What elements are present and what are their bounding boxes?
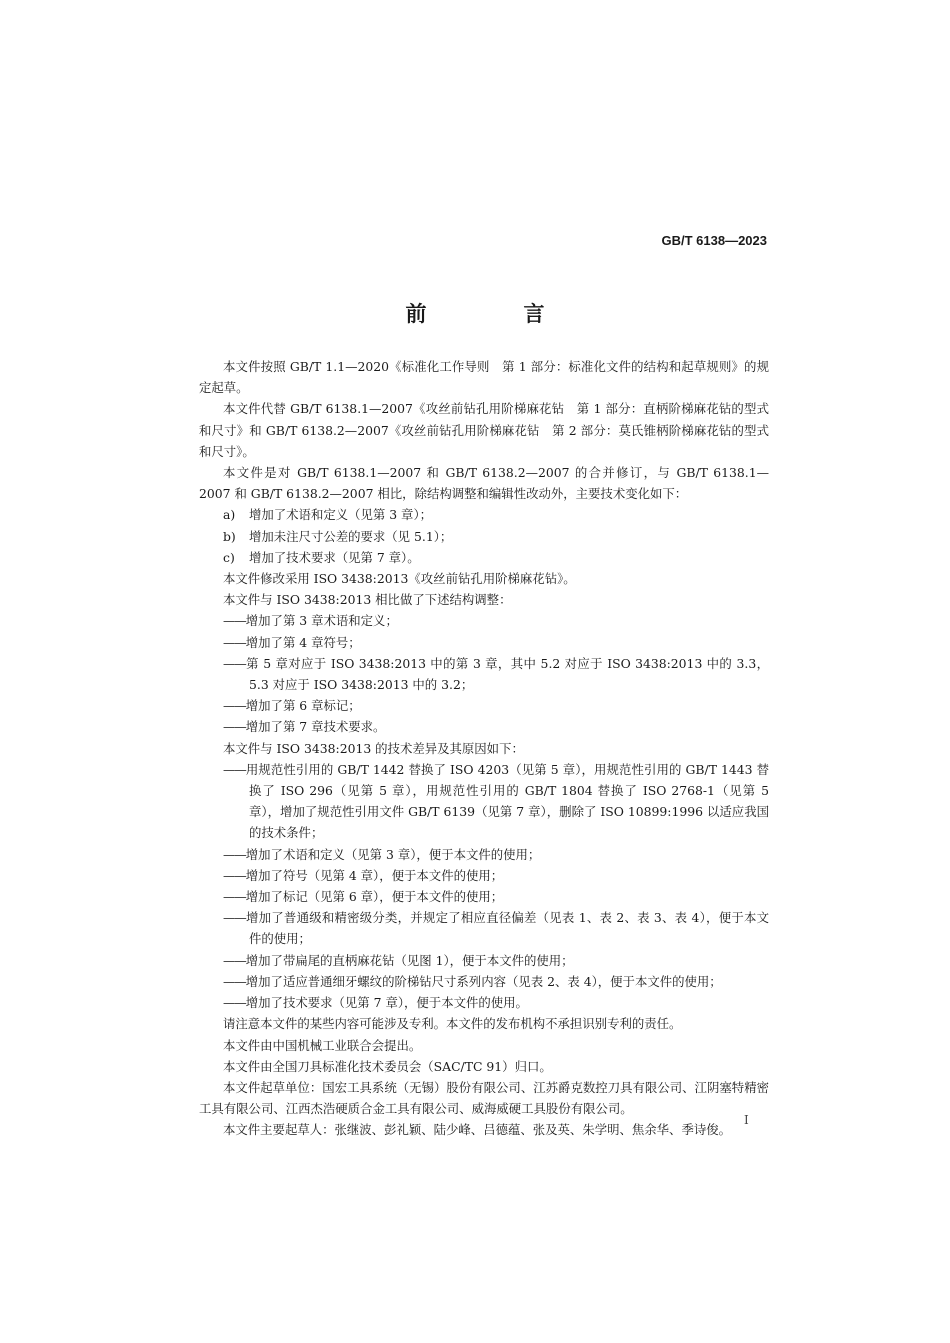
list-item: b) 增加未注尺寸公差的要求（见 5.1）； xyxy=(223,528,453,544)
list-item: ——增加了术语和定义（见第 3 章），便于本文件的使用； xyxy=(223,846,541,862)
standard-code: GB/T 6138—2023 xyxy=(661,233,767,248)
list-item: c) 增加了技术要求（见第 7 章）。 xyxy=(223,549,420,565)
list-item: ——增加了适应普通细牙螺纹的阶梯钻尺寸系列内容（见表 2、表 4），便于本文件的使用； xyxy=(223,973,722,989)
foreword-body xyxy=(199,356,769,1141)
paragraph-tech-diff-intro: 本文件与 ISO 3438:2013 的技术差异及其原因如下： xyxy=(223,740,524,756)
list-item: ——增加了第 3 章术语和定义； xyxy=(223,613,398,629)
list-item: ——增加了第 4 章符号； xyxy=(223,634,361,650)
list-item: ——增加了第 6 章标记； xyxy=(223,698,361,714)
list-item: ——用规范性引用的 GB/T 1442 替换了 ISO 4203（见第 5 章），用规范性引用的 GB/T 1443 替换了 ISO 296（见第 5 章），用规范性引用的 GB/T 1804 替换了 ISO 2768-1（见第 5 章），增加了规范性引用文件 GB/T 6139（见第 7 章），删除了 ISO 10899:1996 以适应我国的技术条件； xyxy=(223,761,769,841)
list-item: ——增加了技术要求（见第 7 章），便于本文件的使用。 xyxy=(223,995,528,1011)
list-item: a) 增加了术语和定义（见第 3 章）； xyxy=(223,507,433,523)
paragraph-iso-adoption: 本文件修改采用 ISO 3438:2013《攻丝前钻孔用阶梯麻花钻》。 xyxy=(223,571,576,587)
paragraph-patent-notice: 请注意本文件的某些内容可能涉及专利。本文件的发布机构不承担识别专利的责任。 xyxy=(223,1016,682,1032)
list-item: ——第 5 章对应于 ISO 3438:2013 中的第 3 章，其中 5.2 对应于 ISO 3438:2013 中的 3.3，5.3 对应于 ISO 3438:2013 中的 3.2； xyxy=(223,655,769,693)
list-item: ——增加了第 7 章技术要求。 xyxy=(223,719,386,735)
paragraph-drafters: 本文件主要起草人：张继波、彭礼颖、陆少峰、吕德蕴、张及英、朱学明、焦余华、季诗俊。 xyxy=(223,1122,732,1138)
list-item: ——增加了标记（见第 6 章），便于本文件的使用； xyxy=(223,889,504,905)
list-item: ——增加了普通级和精密级分类，并规定了相应直径偏差（见表 1、表 2、表 3、表 4），便于本文件的使用； xyxy=(223,910,769,947)
page-title: 前 言 xyxy=(405,301,583,326)
paragraph-structure-intro: 本文件与 ISO 3438:2013 相比做了下述结构调整： xyxy=(223,592,512,608)
paragraph-proposer: 本文件由中国机械工业联合会提出。 xyxy=(223,1037,422,1053)
list-item: ——增加了符号（见第 4 章），便于本文件的使用； xyxy=(223,867,504,883)
paragraph-replaces: 本文件代替 GB/T 6138.1—2007《攻丝前钻孔用阶梯麻花钻 第 1 部分：直柄阶梯麻花钻的型式和尺寸》和 GB/T 6138.2—2007《攻丝前钻孔用阶梯麻花钻 第 2 部分：莫氏锥柄阶梯麻花钻的型式和尺寸》。 xyxy=(199,401,769,459)
paragraph-drafting-units: 本文件起草单位：国宏工具系统（无锡）股份有限公司、江苏爵克数控刀具有限公司、江阴塞特精密工具有限公司、江西杰浩硬质合金工具有限公司、威海威硬工具股份有限公司。 xyxy=(199,1079,769,1117)
list-item: ——增加了带扁尾的直柄麻花钻（见图 1），便于本文件的使用； xyxy=(223,952,574,968)
paragraph-drafting-rules: 本文件按照 GB/T 1.1—2020《标准化工作导则 第 1 部分：标准化文件的结构和起草规则》的规定起草。 xyxy=(199,359,769,396)
page-number: I xyxy=(744,1113,749,1127)
paragraph-committee: 本文件由全国刀具标准化技术委员会（SAC/TC 91）归口。 xyxy=(223,1058,552,1074)
paragraph-merge-revision: 本文件是对 GB/T 6138.1—2007 和 GB/T 6138.2—2007 的合并修订，与 GB/T 6138.1—2007 和 GB/T 6138.2—2007 相比，除结构调整和编辑性改动外，主要技术变化如下： xyxy=(199,465,769,502)
